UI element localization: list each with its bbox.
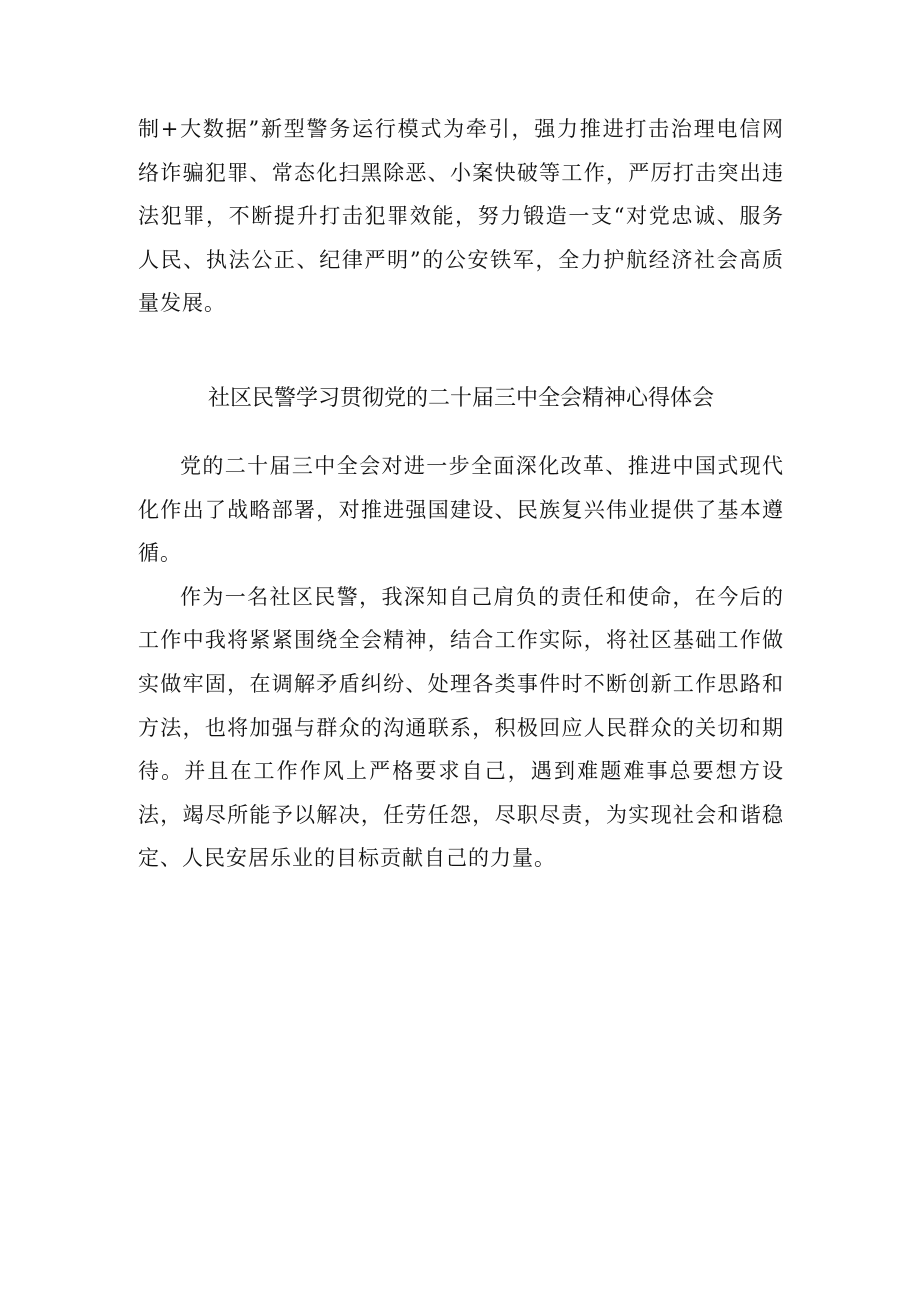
document-body bbox=[138, 108, 784, 881]
article-paragraph-1: 党的二十届三中全会对进一步全面深化改革、推进中国式现代化作出了战略部署，对推进强国建设、民族复兴伟业提供了基本遵循。 bbox=[138, 453, 784, 566]
article-paragraph-2: 作为一名社区民警，我深知自己肩负的责任和使命，在今后的工作中我将紧紧围绕全会精神，结合工作实际，将社区基础工作做实做牢固，在调解矛盾纠纷、处理各类事件时不断创新工作思路和方法，也将加强与群众的沟通联系，积极回应人民群众的关切和期待。并且在工作作风上严格要求自己，遇到难题难事总要想方设法，竭尽所能予以解决，任劳任怨，尽职尽责，为实现社会和谐稳定、人民安居乐业的目标贡献自己的力量。 bbox=[138, 584, 784, 871]
continued-paragraph: 制+大数据”新型警务运行模式为牵引，强力推进打击治理电信网络诈骗犯罪、常态化扫黑除恶、小案快破等工作，严厉打击突出违法犯罪，不断提升打击犯罪效能，努力锻造一支“对党忠诚、服务人民、执法公正、纪律严明”的公安铁军，全力护航经济社会高质量发展。 bbox=[138, 117, 784, 316]
article-title: 社区民警学习贯彻党的二十届三中全会精神心得体会 bbox=[207, 385, 714, 411]
